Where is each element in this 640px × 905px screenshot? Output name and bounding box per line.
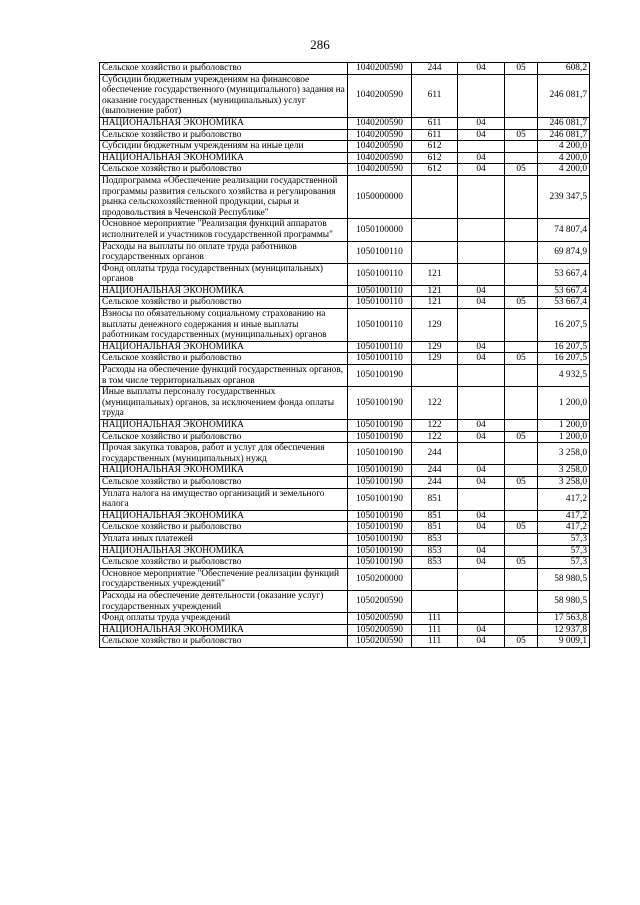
row-subsection: 05	[505, 164, 538, 176]
row-target-code: 1050100110	[348, 241, 412, 263]
row-amount: 3 258,0	[538, 443, 590, 465]
row-subsection	[505, 175, 538, 218]
row-subsection	[505, 141, 538, 153]
row-subsection	[505, 420, 538, 432]
row-section: 04	[458, 557, 505, 569]
table-row	[100, 510, 590, 522]
row-section	[458, 488, 505, 510]
row-expense-type: 244	[412, 476, 458, 488]
row-amount: 3 258,0	[538, 465, 590, 477]
row-name: Субсидии бюджетным учреждениям на финансовое обеспечение государственного (муниципального) задания на оказание государственных (муниципальных) услуг (выполнение работ)	[100, 74, 348, 117]
row-expense-type: 121	[412, 263, 458, 285]
table-row	[100, 557, 590, 569]
row-subsection	[505, 74, 538, 117]
row-amount: 53 667,4	[538, 285, 590, 297]
row-name: НАЦИОНАЛЬНАЯ ЭКОНОМИКА	[100, 545, 348, 557]
row-target-code: 1050200000	[348, 568, 412, 590]
row-section: 04	[458, 510, 505, 522]
table-row	[100, 309, 590, 342]
row-target-code: 1050100190	[348, 533, 412, 545]
row-amount: 69 874,9	[538, 241, 590, 263]
row-expense-type: 851	[412, 510, 458, 522]
row-expense-type	[412, 590, 458, 612]
row-target-code: 1040200590	[348, 152, 412, 164]
row-name: Сельское хозяйство и рыболовство	[100, 353, 348, 365]
row-section: 04	[458, 545, 505, 557]
row-section	[458, 219, 505, 241]
table-row	[100, 624, 590, 636]
row-subsection	[505, 241, 538, 263]
row-amount: 1 200,0	[538, 431, 590, 443]
row-section: 04	[458, 152, 505, 164]
table-row	[100, 263, 590, 285]
table-row	[100, 420, 590, 432]
row-section: 04	[458, 63, 505, 75]
row-amount: 12 937,8	[538, 624, 590, 636]
table-row	[100, 488, 590, 510]
row-section	[458, 309, 505, 342]
table-row	[100, 568, 590, 590]
table-row	[100, 152, 590, 164]
row-amount: 1 200,0	[538, 387, 590, 420]
row-amount: 4 932,5	[538, 365, 590, 387]
row-subsection	[505, 263, 538, 285]
table-row	[100, 613, 590, 625]
row-target-code: 1050100190	[348, 443, 412, 465]
row-target-code: 1050100190	[348, 387, 412, 420]
table-row	[100, 590, 590, 612]
row-expense-type	[412, 241, 458, 263]
row-section	[458, 443, 505, 465]
row-section: 04	[458, 341, 505, 353]
row-section: 04	[458, 420, 505, 432]
table-row	[100, 476, 590, 488]
row-name: Иные выплаты персоналу государственных (муниципальных) органов, за исключением фонда оплаты труда	[100, 387, 348, 420]
row-expense-type	[412, 365, 458, 387]
row-amount: 3 258,0	[538, 476, 590, 488]
row-target-code: 1040200590	[348, 141, 412, 153]
table-row	[100, 175, 590, 218]
row-subsection	[505, 341, 538, 353]
table-row	[100, 341, 590, 353]
row-expense-type: 122	[412, 431, 458, 443]
row-name: Сельское хозяйство и рыболовство	[100, 63, 348, 75]
row-target-code: 1050200590	[348, 613, 412, 625]
row-target-code: 1050100190	[348, 365, 412, 387]
table-row	[100, 443, 590, 465]
table-row	[100, 141, 590, 153]
row-section	[458, 241, 505, 263]
row-subsection	[505, 117, 538, 129]
row-name: Подпрограмма «Обеспечение реализации государственной программы развития сельского хозяйства и регулирования рынка сельскохозяйственной продукции, сырья и продовольствия в Чеченской Республике"	[100, 175, 348, 218]
row-target-code: 1050100190	[348, 522, 412, 534]
row-expense-type	[412, 175, 458, 218]
row-expense-type: 611	[412, 74, 458, 117]
row-target-code: 1050100110	[348, 341, 412, 353]
row-section	[458, 74, 505, 117]
row-expense-type: 111	[412, 624, 458, 636]
table-row	[100, 431, 590, 443]
row-amount: 246 081,7	[538, 117, 590, 129]
row-section: 04	[458, 465, 505, 477]
row-target-code: 1050200590	[348, 624, 412, 636]
row-target-code: 1050100190	[348, 488, 412, 510]
row-name: НАЦИОНАЛЬНАЯ ЭКОНОМИКА	[100, 285, 348, 297]
row-subsection	[505, 152, 538, 164]
row-subsection	[505, 387, 538, 420]
row-name: Уплата иных платежей	[100, 533, 348, 545]
row-expense-type: 244	[412, 465, 458, 477]
row-expense-type: 129	[412, 341, 458, 353]
row-subsection	[505, 568, 538, 590]
row-name: Прочая закупка товаров, работ и услуг для обеспечения государственных (муниципальных) нужд	[100, 443, 348, 465]
row-amount: 417,2	[538, 488, 590, 510]
row-section	[458, 568, 505, 590]
row-amount: 417,2	[538, 522, 590, 534]
row-expense-type: 611	[412, 129, 458, 141]
row-name: НАЦИОНАЛЬНАЯ ЭКОНОМИКА	[100, 420, 348, 432]
row-expense-type: 121	[412, 285, 458, 297]
row-subsection: 05	[505, 557, 538, 569]
row-amount: 17 563,8	[538, 613, 590, 625]
row-amount: 246 081,7	[538, 129, 590, 141]
row-target-code: 1050100110	[348, 263, 412, 285]
row-section: 04	[458, 285, 505, 297]
row-amount: 57,3	[538, 545, 590, 557]
budget-table	[99, 62, 590, 648]
row-target-code: 1050100110	[348, 285, 412, 297]
row-name: Основное мероприятие "Реализация функций аппаратов исполнителей и участников государственной программы"	[100, 219, 348, 241]
row-amount: 16 207,5	[538, 353, 590, 365]
table-row	[100, 285, 590, 297]
row-subsection: 05	[505, 353, 538, 365]
row-name: НАЦИОНАЛЬНАЯ ЭКОНОМИКА	[100, 117, 348, 129]
row-expense-type: 853	[412, 545, 458, 557]
table-row	[100, 117, 590, 129]
table-row	[100, 164, 590, 176]
row-target-code: 1050100190	[348, 557, 412, 569]
row-section	[458, 613, 505, 625]
row-subsection	[505, 285, 538, 297]
table-row	[100, 636, 590, 648]
row-amount: 1 200,0	[538, 420, 590, 432]
row-section: 04	[458, 164, 505, 176]
row-name: Сельское хозяйство и рыболовство	[100, 636, 348, 648]
row-target-code: 1050100110	[348, 309, 412, 342]
row-subsection: 05	[505, 522, 538, 534]
row-amount: 246 081,7	[538, 74, 590, 117]
row-amount: 58 980,5	[538, 568, 590, 590]
row-amount: 608,2	[538, 63, 590, 75]
row-subsection	[505, 545, 538, 557]
row-name: НАЦИОНАЛЬНАЯ ЭКОНОМИКА	[100, 152, 348, 164]
row-section	[458, 590, 505, 612]
row-target-code: 1040200590	[348, 164, 412, 176]
row-amount: 57,3	[538, 533, 590, 545]
row-subsection	[505, 219, 538, 241]
table-row	[100, 353, 590, 365]
row-name: Основное мероприятие "Обеспечение реализации функций государственных учреждений"	[100, 568, 348, 590]
row-expense-type	[412, 568, 458, 590]
row-target-code: 1050100000	[348, 219, 412, 241]
row-target-code: 1050100190	[348, 420, 412, 432]
row-expense-type: 129	[412, 353, 458, 365]
row-subsection	[505, 465, 538, 477]
row-target-code: 1050100190	[348, 545, 412, 557]
row-section: 04	[458, 431, 505, 443]
row-expense-type: 122	[412, 387, 458, 420]
table-row	[100, 241, 590, 263]
row-section	[458, 175, 505, 218]
table-row	[100, 545, 590, 557]
row-name: Сельское хозяйство и рыболовство	[100, 297, 348, 309]
row-section: 04	[458, 522, 505, 534]
row-target-code: 1050100110	[348, 297, 412, 309]
row-expense-type: 111	[412, 636, 458, 648]
row-expense-type: 612	[412, 141, 458, 153]
row-target-code: 1040200590	[348, 129, 412, 141]
row-target-code: 1050100190	[348, 431, 412, 443]
row-expense-type: 121	[412, 297, 458, 309]
row-name: Расходы на выплаты по оплате труда работников государственных органов	[100, 241, 348, 263]
row-section	[458, 533, 505, 545]
row-section: 04	[458, 353, 505, 365]
row-amount: 417,2	[538, 510, 590, 522]
row-name: Субсидии бюджетным учреждениям на иные цели	[100, 141, 348, 153]
row-expense-type: 851	[412, 488, 458, 510]
table-row	[100, 522, 590, 534]
row-name: Сельское хозяйство и рыболовство	[100, 164, 348, 176]
row-name: Сельское хозяйство и рыболовство	[100, 129, 348, 141]
row-expense-type: 853	[412, 533, 458, 545]
row-expense-type: 853	[412, 557, 458, 569]
row-amount: 16 207,5	[538, 341, 590, 353]
row-subsection	[505, 624, 538, 636]
row-subsection: 05	[505, 431, 538, 443]
row-name: Сельское хозяйство и рыболовство	[100, 431, 348, 443]
row-amount: 58 980,5	[538, 590, 590, 612]
row-target-code: 1040200590	[348, 74, 412, 117]
table-row	[100, 74, 590, 117]
row-target-code: 1050100190	[348, 510, 412, 522]
row-section	[458, 387, 505, 420]
row-expense-type: 111	[412, 613, 458, 625]
row-amount: 74 807,4	[538, 219, 590, 241]
row-section: 04	[458, 636, 505, 648]
row-amount: 4 200,0	[538, 152, 590, 164]
row-amount: 16 207,5	[538, 309, 590, 342]
row-amount: 4 200,0	[538, 141, 590, 153]
row-subsection: 05	[505, 63, 538, 75]
row-subsection	[505, 365, 538, 387]
row-name: Сельское хозяйство и рыболовство	[100, 522, 348, 534]
table-row	[100, 387, 590, 420]
page-number: 286	[310, 37, 330, 52]
row-subsection	[505, 533, 538, 545]
row-section: 04	[458, 117, 505, 129]
row-subsection	[505, 613, 538, 625]
row-amount: 53 667,4	[538, 263, 590, 285]
table-row	[100, 465, 590, 477]
row-name: Расходы на обеспечение функций государственных органов, в том числе территориальных органов	[100, 365, 348, 387]
row-subsection	[505, 590, 538, 612]
row-subsection	[505, 510, 538, 522]
table-row	[100, 63, 590, 75]
row-name: НАЦИОНАЛЬНАЯ ЭКОНОМИКА	[100, 465, 348, 477]
row-expense-type: 612	[412, 164, 458, 176]
row-expense-type	[412, 219, 458, 241]
budget-table-body	[100, 63, 590, 648]
row-name: Сельское хозяйство и рыболовство	[100, 557, 348, 569]
table-row	[100, 297, 590, 309]
row-expense-type: 129	[412, 309, 458, 342]
row-name: НАЦИОНАЛЬНАЯ ЭКОНОМИКА	[100, 624, 348, 636]
row-amount: 53 667,4	[538, 297, 590, 309]
row-expense-type: 244	[412, 443, 458, 465]
row-subsection: 05	[505, 476, 538, 488]
row-name: НАЦИОНАЛЬНАЯ ЭКОНОМИКА	[100, 341, 348, 353]
row-expense-type: 122	[412, 420, 458, 432]
row-section	[458, 141, 505, 153]
row-subsection: 05	[505, 636, 538, 648]
row-target-code: 1050200590	[348, 636, 412, 648]
row-expense-type: 244	[412, 63, 458, 75]
row-subsection	[505, 443, 538, 465]
row-amount: 4 200,0	[538, 164, 590, 176]
row-expense-type: 612	[412, 152, 458, 164]
row-target-code: 1040200590	[348, 117, 412, 129]
row-name: Уплата налога на имущество организаций и земельного налога	[100, 488, 348, 510]
row-target-code: 1050100190	[348, 476, 412, 488]
row-target-code: 1050200590	[348, 590, 412, 612]
table-row	[100, 129, 590, 141]
row-amount: 57,3	[538, 557, 590, 569]
row-section: 04	[458, 476, 505, 488]
row-section: 04	[458, 129, 505, 141]
row-section: 04	[458, 624, 505, 636]
row-expense-type: 851	[412, 522, 458, 534]
row-expense-type: 611	[412, 117, 458, 129]
row-amount: 239 347,5	[538, 175, 590, 218]
row-target-code: 1050000000	[348, 175, 412, 218]
row-section: 04	[458, 297, 505, 309]
row-name: Фонд оплаты труда государственных (муниципальных) органов	[100, 263, 348, 285]
row-name: Сельское хозяйство и рыболовство	[100, 476, 348, 488]
row-amount: 9 009,1	[538, 636, 590, 648]
table-row	[100, 219, 590, 241]
row-name: Расходы на обеспечение деятельности (оказание услуг) государственных учреждений	[100, 590, 348, 612]
row-name: НАЦИОНАЛЬНАЯ ЭКОНОМИКА	[100, 510, 348, 522]
table-row	[100, 533, 590, 545]
row-subsection	[505, 488, 538, 510]
row-subsection	[505, 309, 538, 342]
row-target-code: 1050100110	[348, 353, 412, 365]
row-section	[458, 365, 505, 387]
row-target-code: 1050100190	[348, 465, 412, 477]
row-target-code: 1040200590	[348, 63, 412, 75]
table-row	[100, 365, 590, 387]
row-section	[458, 263, 505, 285]
row-name: Фонд оплаты труда учреждений	[100, 613, 348, 625]
row-name: Взносы по обязательному социальному страхованию на выплаты денежного содержания и иные выплаты работникам государственных (муниципальных) органов	[100, 309, 348, 342]
row-subsection: 05	[505, 129, 538, 141]
row-subsection: 05	[505, 297, 538, 309]
